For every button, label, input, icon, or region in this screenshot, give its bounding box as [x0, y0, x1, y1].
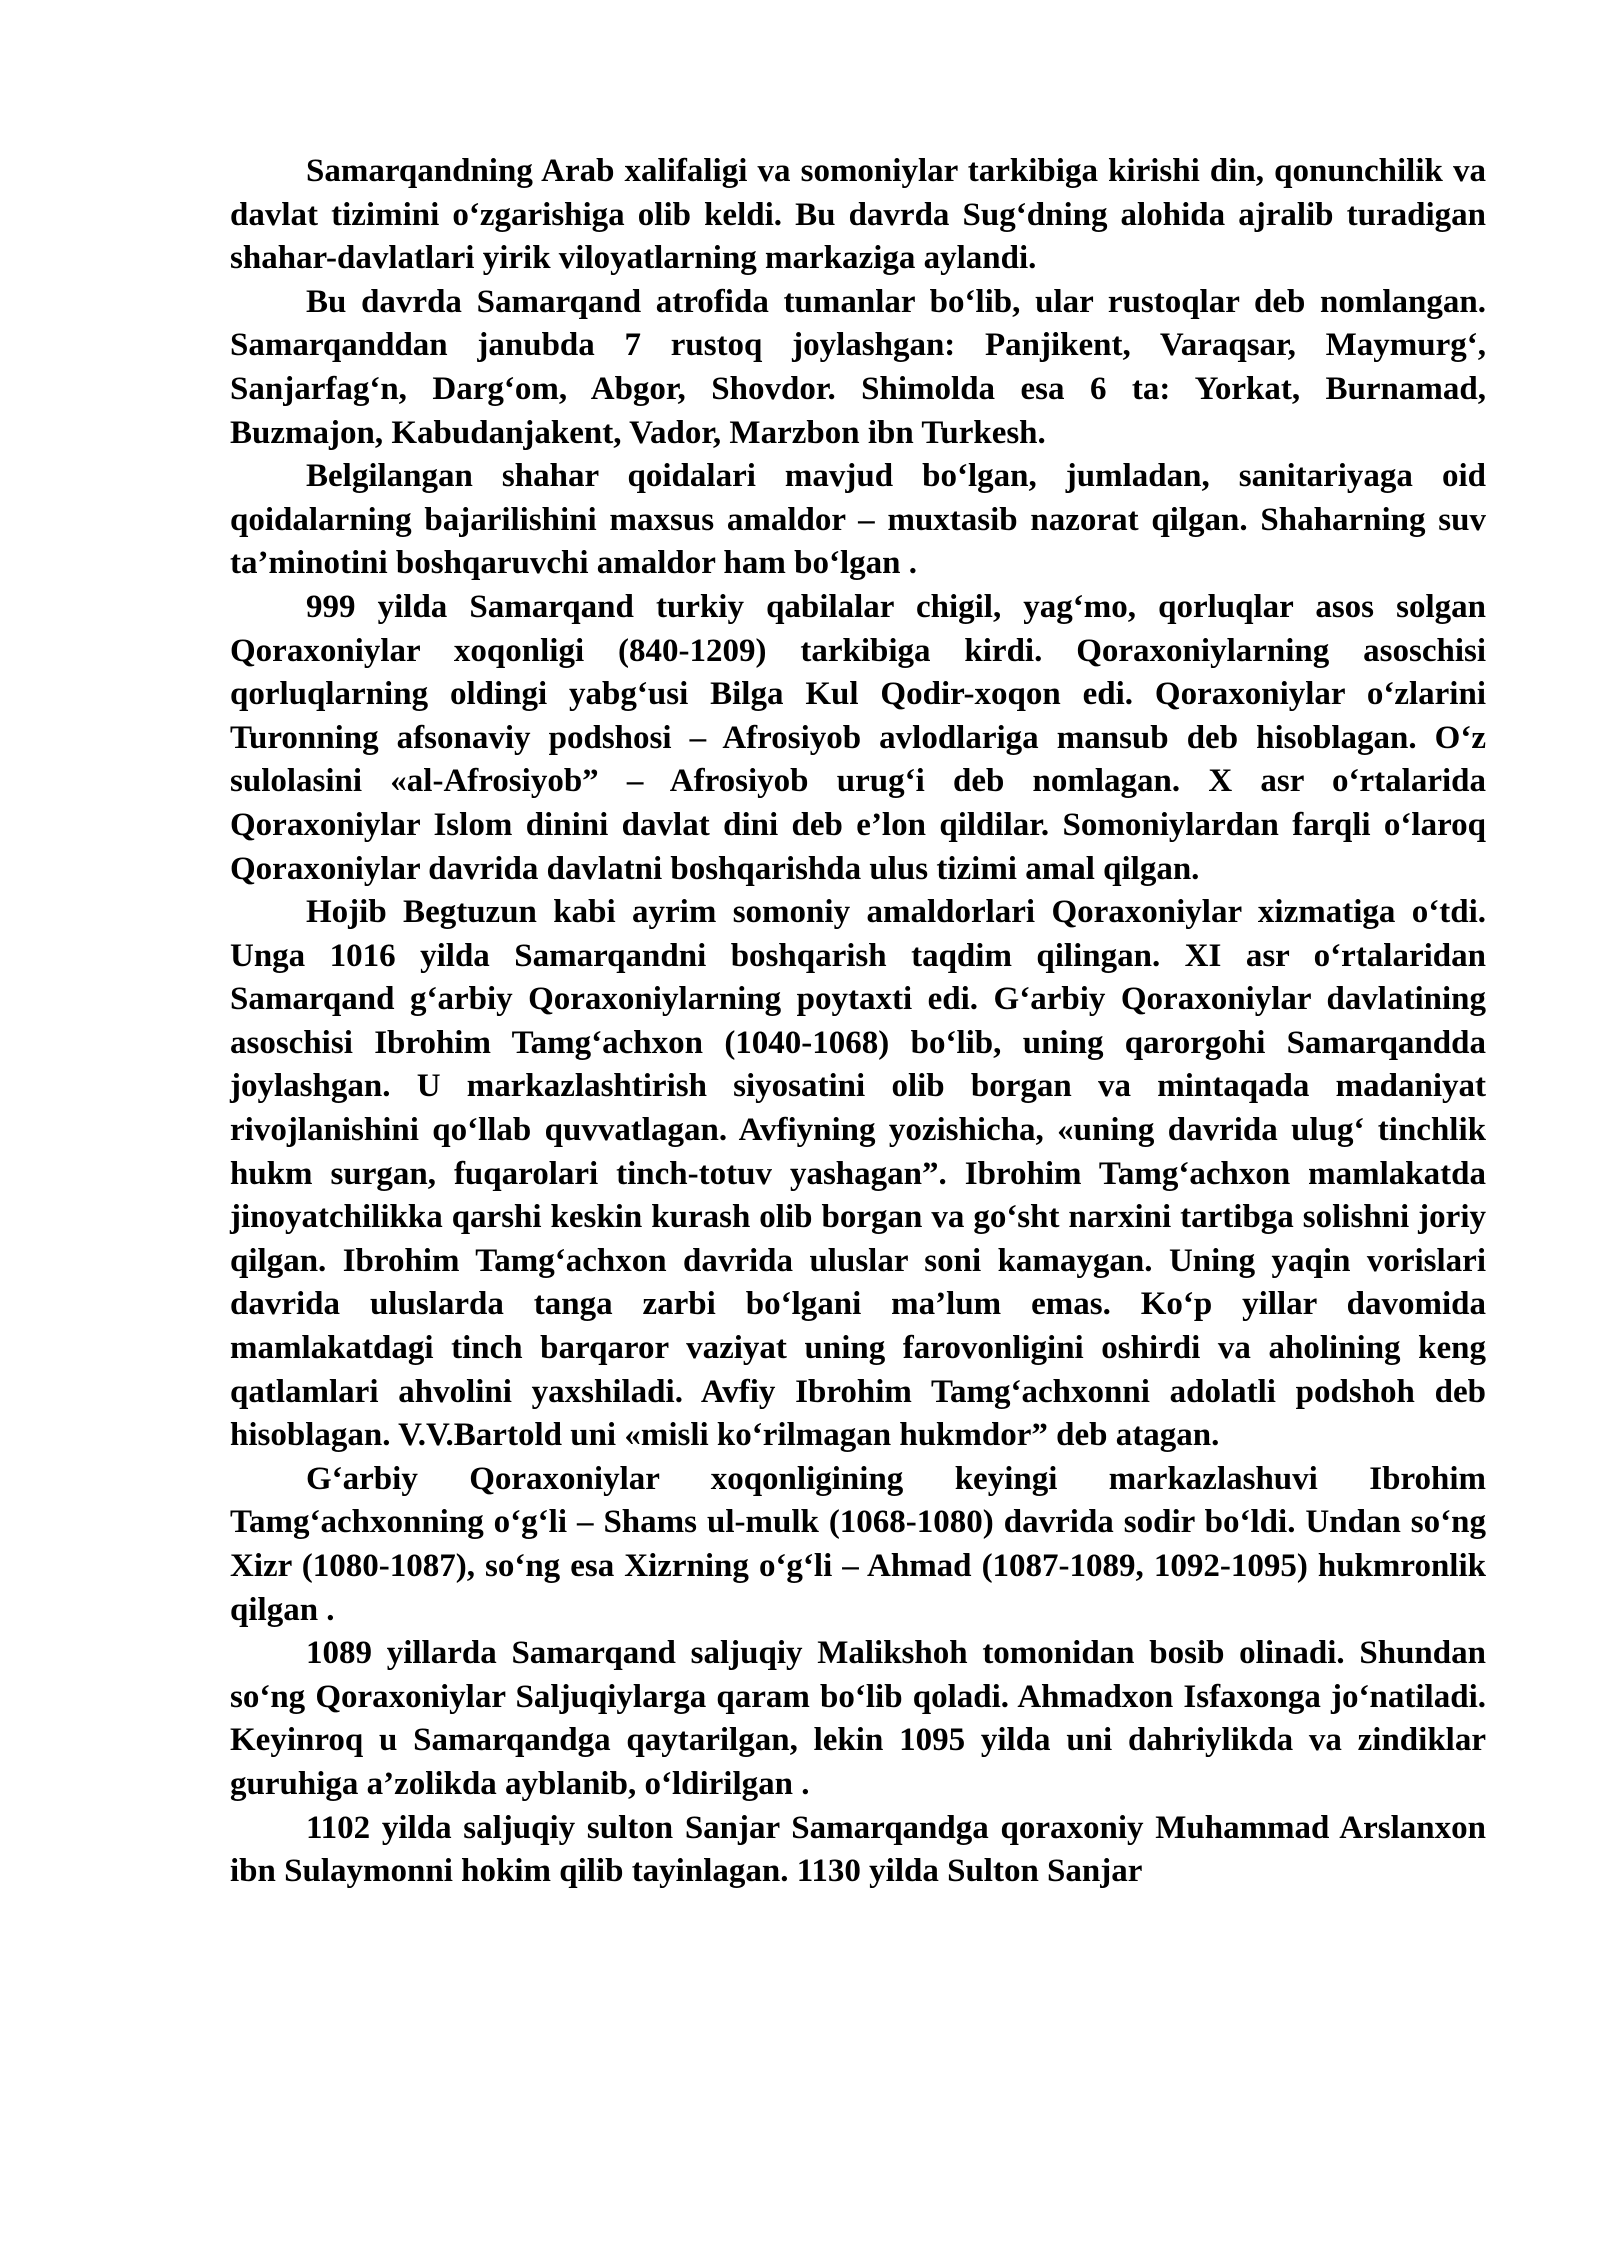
paragraph-4: 999 yilda Samarqand turkiy qabilalar chigil, yag‘mo, qorluqlar asos solgan Qoraxoniylar xoqonligi (840-1209) tarkibiga kirdi. Qoraxoniylarning asoschisi qorluqlarning oldingi yabg‘usi Bilga Kul Qodir-xoqon edi. Qoraxoniylar o‘zlarini Turonning afsonaviy podshosi – Afrosiyob avlodlariga mansub deb hisoblagan. O‘z sulolasini «al-Afrosiyob” – Afrosiyob urug‘i deb nomlagan. X asr o‘rtalarida Qoraxoniylar Islom dinini davlat dini deb e’lon qildilar. Somoniylardan farqli o‘laroq Qoraxoniylar davrida davlatni boshqarishda ulus tizimi amal qilgan. [230, 588, 1486, 887]
paragraph-1: Samarqandning Arab xalifaligi va somoniylar tarkibiga kirishi din, qonunchilik va davlat tizimini o‘zgarishiga olib keldi. Bu davrda Sug‘dning alohida ajralib turadigan shahar-davlatlari yirik viloyatlarning markaziga aylandi. [230, 153, 1486, 277]
paragraph-2: Bu davrda Samarqand atrofida tumanlar bo‘lib, ular rustoqlar deb nomlangan. Samarqanddan janubda 7 rustoq joylashgan: Panjikent, Varaqsar, Maymurg‘, Sanjarfag‘n, Darg‘om, Abgor, Shovdor. Shimolda esa 6 ta: Yorkat, Burnamad, Buzmajon, Kabudanjakent, Vador, Marzbon ibn Turkesh. [230, 283, 1486, 451]
paragraph-8: 1102 yilda saljuqiy sulton Sanjar Samarqandga qoraxoniy Muhammad Arslanxon ibn Sulaymonni hokim qilib tayinlagan. 1130 yilda Sulton Sanjar [230, 1809, 1486, 1890]
paragraph-3: Belgilangan shahar qoidalari mavjud bo‘lgan, jumladan, sanitariyaga oid qoidalarning bajarilishini maxsus amaldor – muxtasib nazorat qilgan. Shaharning suv ta’minotini boshqaruvchi amaldor ham bo‘lgan . [230, 458, 1486, 582]
document-page [230, 150, 1486, 1894]
paragraph-5: Hojib Begtuzun kabi ayrim somoniy amaldorlari Qoraxoniylar xizmatiga o‘tdi. Unga 1016 yilda Samarqandni boshqarish taqdim qilingan. XI asr o‘rtalaridan Samarqand g‘arbiy Qoraxoniylarning poytaxti edi. G‘arbiy Qoraxoniylar davlatining asoschisi Ibrohim Tamg‘achxon (1040-1068) bo‘lib, uning qarorgohi Samarqandda joylashgan. U markazlashtirish siyosatini olib borgan va mintaqada madaniyat rivojlanishini qo‘llab quvvatlagan. Avfiyning yozishicha, «uning davrida ulug‘ tinchlik hukm surgan, fuqarolari tinch-totuv yashagan”. Ibrohim Tamg‘achxon mamlakatda jinoyatchilikka qarshi keskin kurash olib borgan va go‘sht narxini tartibga solishni joriy qilgan. Ibrohim Tamg‘achxon davrida uluslar soni kamaygan. Uning yaqin vorislari davrida uluslarda tanga zarbi bo‘lgani ma’lum emas. Ko‘p yillar davomida mamlakatdagi tinch barqaror vaziyat uning farovonligini oshirdi va aholining keng qatlamlari ahvolini yaxshiladi. Avfiy Ibrohim Tamg‘achxonni adolatli podshoh deb hisoblagan. V.V.Bartold uni «misli ko‘rilmagan hukmdor” deb atagan. [230, 894, 1486, 1454]
paragraph-6: G‘arbiy Qoraxoniylar xoqonligining keyingi markazlashuvi Ibrohim Tamg‘achxonning o‘g‘li – Shams ul-mulk (1068-1080) davrida sodir bo‘ldi. Undan so‘ng Xizr (1080-1087), so‘ng esa Xizrning o‘g‘li – Ahmad (1087-1089, 1092-1095) hukmronlik qilgan . [230, 1460, 1486, 1628]
paragraph-7: 1089 yillarda Samarqand saljuqiy Malikshoh tomonidan bosib olinadi. Shundan so‘ng Qoraxoniylar Saljuqiylarga qaram bo‘lib qoladi. Ahmadxon Isfaxonga jo‘natiladi. Keyinroq u Samarqandga qaytarilgan, lekin 1095 yilda uni dahriylikda va zindiklar guruhiga a’zolikda ayblanib, o‘ldirilgan . [230, 1635, 1486, 1802]
